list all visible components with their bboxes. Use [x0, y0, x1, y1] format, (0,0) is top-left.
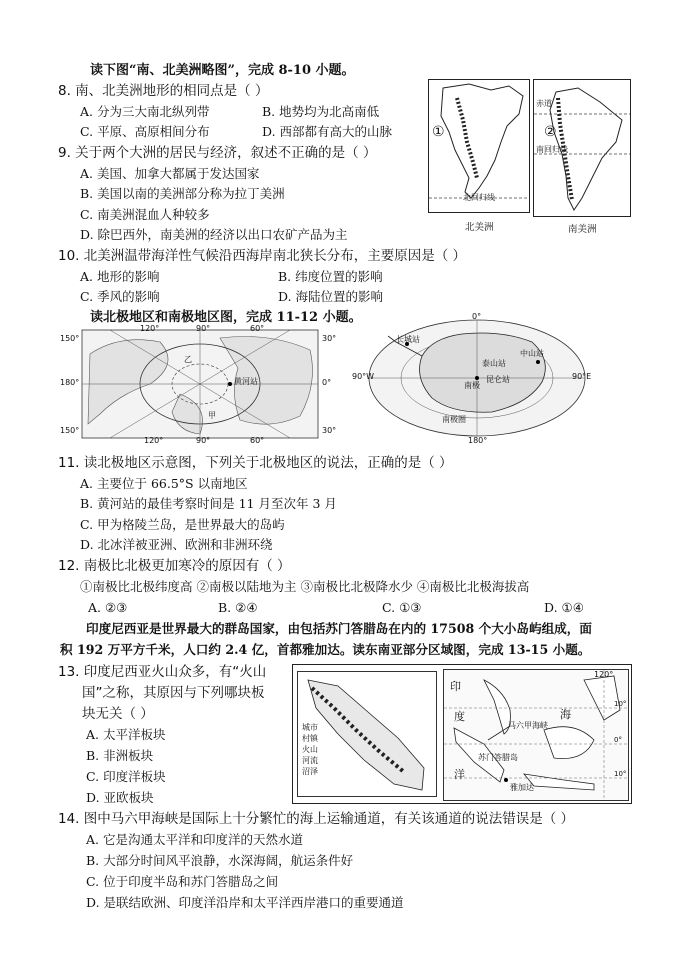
q8-option-a: A. 分为三大南北纵列带: [80, 104, 210, 119]
q14-option-d: D. 是联结欧洲、印度洋沿岸和太平洋西岸港口的重要通道: [86, 895, 404, 910]
sa-equator-label: 赤道: [536, 99, 552, 108]
legend-volcano: 火山: [302, 745, 318, 754]
sea-yin-label: 印: [450, 680, 461, 693]
q11-option-c: C. 甲为格陵兰岛，是世界最大的岛屿: [80, 517, 285, 532]
sea-yang-label: 洋: [454, 768, 465, 781]
arctic-lon-60-bottom: 60°: [250, 436, 265, 445]
q14-stem: 14. 图中马六甲海峡是国际上十分繁忙的海上运输通道，有关该通道的说法错误是（ ）: [58, 811, 575, 827]
arctic-lon-0: 0°: [322, 378, 332, 387]
sea-malacca-label: 马六甲海峡: [508, 721, 548, 730]
arctic-lon-30-right: 30°: [322, 334, 337, 343]
sumatra-legend: [302, 722, 318, 777]
intro-13-15-line2: 积 192 万平方千米，人口约 2.4 亿，首都雅加达。读东南亚部分区域图，完成 13-15 小题。: [60, 642, 591, 657]
intro-8-10: 读下图“南、北美洲略图”，完成 8-10 小题。: [90, 63, 355, 78]
q12-option-d: D. ①④: [544, 600, 584, 615]
q13-option-a: A. 太平洋板块: [86, 727, 166, 742]
arctic-yi-label: 乙: [184, 355, 192, 364]
ant-90e-label: 90°E: [572, 372, 592, 381]
q10-option-d: D. 海陆位置的影响: [278, 289, 384, 304]
q10-option-c: C. 季风的影响: [80, 289, 160, 304]
ant-changcheng-label: 长城站: [396, 335, 420, 344]
legend-river: 河流: [302, 756, 318, 765]
q8-option-b: B. 地势均为北高南低: [262, 104, 380, 119]
sea-0-label: 0°: [614, 736, 622, 744]
north-america-map: [428, 79, 530, 213]
sumatra-inset: [297, 671, 437, 797]
sea-hai-label: 海: [560, 708, 571, 721]
q12-option-a: A. ②③: [88, 600, 128, 615]
south-america-map: [533, 79, 631, 217]
q8-option-c: C. 平原、高原相间分布: [80, 124, 210, 139]
q10-stem: 10. 北美洲温带海洋性气候沿西海岸南北狭长分布，主要原因是（ ）: [58, 248, 467, 264]
arctic-lon-120-top: 120°: [140, 324, 160, 333]
sea-120-label: 120°: [594, 670, 614, 679]
q9-option-b: B. 美国以南的美洲部分称为拉丁美洲: [80, 186, 285, 201]
legend-town: 村镇: [302, 734, 318, 743]
sumatra-outline: [298, 672, 436, 796]
q11-stem: 11. 读北极地区示意图，下列关于北极地区的说法，正确的是（ ）: [58, 455, 453, 471]
q14-option-c: C. 位于印度半岛和苏门答腊岛之间: [86, 874, 279, 889]
q14-option-b: B. 大部分时间风平浪静，水深海阔，航运条件好: [86, 853, 354, 868]
q14-option-a: A. 它是沟通太平洋和印度洋的天然水道: [86, 832, 303, 847]
na-number-label: ①: [432, 124, 445, 140]
q11-option-a: A. 主要位于 66.5°S 以南地区: [80, 476, 248, 491]
q10-option-a: A. 地形的影响: [80, 269, 160, 284]
ant-kunlun-label: 昆仑站: [486, 375, 510, 384]
q12-items: ①南极比北极纬度高 ②南极以陆地为主 ③南极比北极降水少 ④南极比北极海拔高: [80, 579, 530, 594]
regional-outline: [444, 670, 628, 800]
q13-stem-line2: 国”之称，其原因与下列哪块板: [82, 685, 265, 701]
sea-du-label: 度: [454, 710, 465, 723]
q12-option-b: B. ②④: [218, 600, 258, 615]
antarctic-map: [352, 312, 602, 447]
legend-city: 城市: [302, 723, 318, 732]
sa-number-label: ②: [544, 124, 557, 140]
arctic-lon-150e: 150°: [60, 426, 80, 435]
q11-option-b: B. 黄河站的最佳考察时间是 11 月至次年 3 月: [80, 496, 337, 511]
south-america-caption: 南美洲: [568, 224, 597, 235]
arctic-graticule: [60, 324, 340, 444]
arctic-lon-60-top: 60°: [250, 324, 265, 333]
regional-map: [443, 669, 629, 801]
arctic-lon-150w: 150°: [60, 334, 80, 343]
sea-10s-label: 10°: [614, 770, 627, 778]
southeast-asia-map: [292, 664, 632, 804]
arctic-lon-120-bottom: 120°: [144, 436, 164, 445]
intro-11-12: 读北极地区和南极地区图，完成 11-12 小题。: [90, 310, 362, 325]
ant-pole-label: 南极: [464, 381, 480, 390]
north-america-caption: 北美洲: [465, 222, 494, 233]
q13-option-d: D. 亚欧板块: [86, 790, 154, 805]
q13-stem-line1: 13. 印度尼西亚火山众多，有“火山: [58, 664, 267, 680]
q9-option-a: A. 美国、加拿大都属于发达国家: [80, 166, 260, 181]
sea-10n-label: 10°: [614, 700, 627, 708]
q13-option-b: B. 非洲板块: [86, 748, 154, 763]
sea-sumatra-label: 苏门答腊岛: [478, 753, 518, 762]
arctic-lon-30-bottom-right: 30°: [322, 426, 337, 435]
q11-option-d: D. 北冰洋被亚洲、欧洲和非洲环绕: [80, 537, 273, 552]
arctic-jia-label: 甲: [208, 411, 216, 420]
ant-taishan-label: 泰山站: [482, 359, 506, 368]
intro-13-15-line1: 印度尼西亚是世界最大的群岛国家，由包括苏门答腊岛在内的 17508 个大小岛屿组成，面: [86, 621, 592, 636]
q9-option-d: D. 除巴西外，南美洲的经济以出口农矿产品为主: [80, 227, 348, 242]
na-tropic-label: 北回归线: [463, 193, 495, 202]
arctic-lon-90-bottom: 90°: [196, 436, 211, 445]
arctic-lon-90-top: 90°: [196, 324, 211, 333]
ant-0-label: 0°: [472, 312, 482, 321]
q13-stem-line3: 块无关（ ）: [82, 706, 154, 722]
legend-swamp: 沼泽: [302, 767, 318, 776]
q10-option-b: B. 纬度位置的影响: [278, 269, 383, 284]
q8-stem: 8. 南、北美洲地形的相同点是（ ）: [58, 83, 269, 99]
q9-stem: 9. 关于两个大洲的居民与经济，叙述不正确的是（ ）: [58, 145, 377, 161]
arctic-station-label: 黄河站: [234, 377, 258, 386]
arctic-map: [60, 324, 340, 444]
ant-90w-label: 90°W: [352, 372, 375, 381]
sea-jakarta-label: 雅加达: [510, 783, 534, 792]
ant-180-label: 180°: [468, 436, 488, 445]
sa-tropic-label: 南回归线: [536, 145, 568, 154]
q8-option-d: D. 西部都有高大的山脉: [262, 124, 393, 139]
ant-zhongshan-label: 中山站: [520, 349, 544, 358]
arctic-lon-180: 180°: [60, 378, 80, 387]
q13-option-c: C. 印度洋板块: [86, 769, 166, 784]
q9-option-c: C. 南美洲混血人种较多: [80, 207, 210, 222]
ant-circle-label: 南极圈: [442, 415, 466, 424]
q12-stem: 12. 南极比北极更加寒冷的原因有（ ）: [58, 558, 291, 574]
q12-option-c: C. ①③: [382, 600, 422, 615]
